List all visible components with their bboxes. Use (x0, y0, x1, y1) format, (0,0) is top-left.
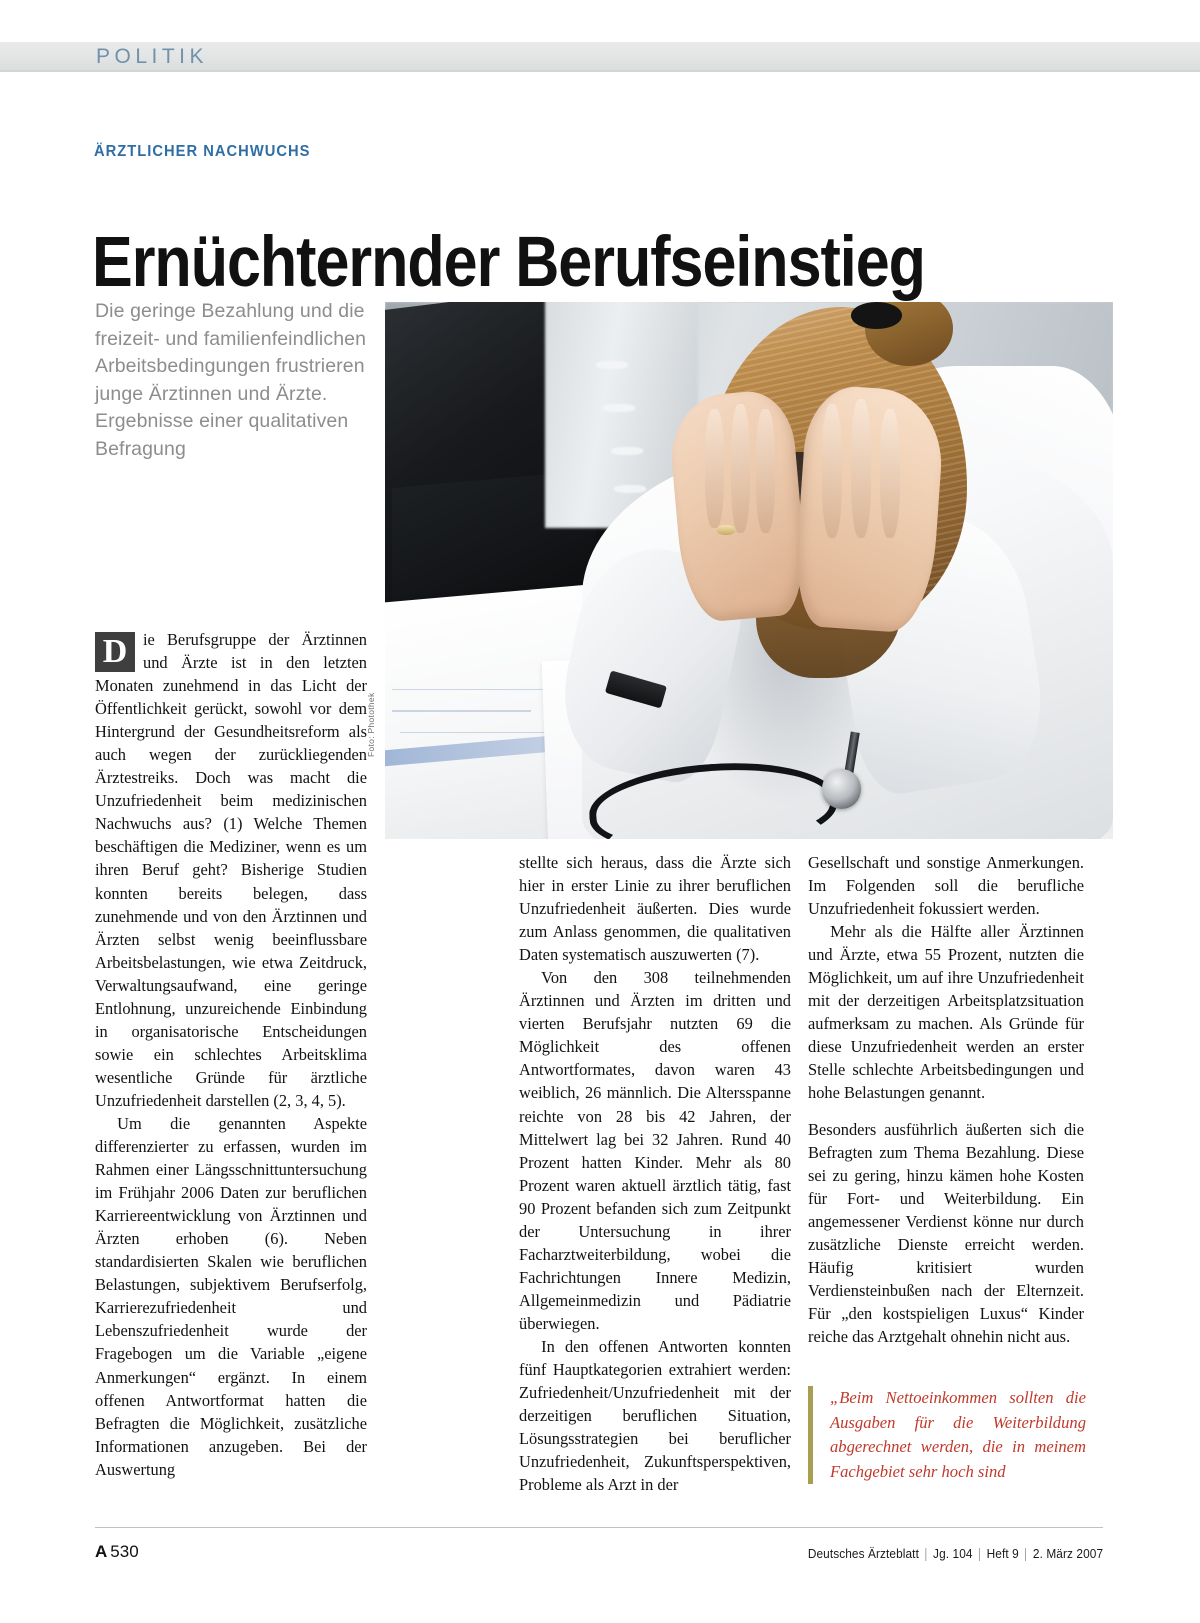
paragraph-text: stellte sich heraus, dass die Ärzte sich hier in erster Linie zu ihrer beruflichen Unzufriedenheit äußerten. Dies wurde zum Anlass genommen, die qualitativen Daten systematisch auszuwerten (7). (519, 853, 791, 965)
paragraph-text: ie Berufsgruppe der Ärztinnen und Ärzte ist in den letzten Monaten zunehmend in das Licht der Öffentlichkeit gerückt, sowohl vor dem Hintergrund der Gesundheitsreform als auch wegen der zurückliegenden Ärztestreiks. Doch was macht die Unzufriedenheit beim medizinischen Nachwuchs aus? (1) Welche Themen beschäftigen die Mediziner, wenn es um ihren Beruf geht? Bisherige Studien konnten bereits belegen, dass zunehmende und von den Ärztinnen und Ärzten selbst wenig beeinflussbare Arbeitsbelastungen, wie etwa Zeitdruck, Verwaltungsaufwand, eine geringe Entlohnung, unzureichende Einbindung in organisatorische Entscheidungen sowie ein schlechtes Arbeitsklima wesentliche Gründe für ärztliche Unzufriedenheit darstellen (2, 3, 4, 5). (95, 630, 367, 1110)
photo-paper-line (392, 710, 530, 712)
photo-finger (851, 399, 871, 539)
photo-hair-tie (851, 302, 902, 329)
section-rubric: POLITIK (96, 45, 209, 68)
paragraph-text: Gesellschaft und sonstige Anmerkungen. Im Folgenden soll die berufliche Unzufriedenheit fokussiert werden. (808, 853, 1084, 919)
page-title: Ernüchternder Berufseinstieg (92, 222, 925, 302)
paragraph (808, 851, 1084, 920)
paragraph (808, 1118, 1084, 1348)
footer-imprint (808, 1547, 1103, 1561)
article-photo (385, 302, 1113, 839)
paragraph (95, 628, 367, 1112)
paragraph (95, 1112, 367, 1481)
paragraph (519, 851, 791, 966)
photo-cabinet-handle (603, 404, 635, 412)
drop-cap: D (95, 632, 135, 672)
body-column-3 (808, 851, 1084, 1348)
photo-finger (705, 409, 724, 527)
folio-number: 530 (110, 1542, 139, 1561)
photo-wedding-ring (717, 525, 735, 535)
imprint-separator (925, 1548, 926, 1561)
paragraph-text: Von den 308 teilnehmenden Ärztinnen und Ärzten im dritten und vierten Berufsjahr nutzten 69 die Möglichkeit des offenen Antwortformates, davon waren 43 weiblich, 26 männlich. Die Altersspanne reichte von 28 bis 42 Jahren, der Mittelwert lag bei 32 Jahren. Rund 40 Prozent hatten Kinder. Mehr als 80 Prozent waren aktuell ärztlich tätig, fast 90 Prozent befanden sich zum Zeitpunkt der Untersuchung in ihrer Facharztweiterbildung, wobei die Fachrichtungen Innere Medizin, Allgemeinmedizin und Pädiatrie überwiegen. (519, 968, 791, 1333)
paragraph-text: Besonders ausführlich äußerten sich die Befragten zum Thema Bezahlung. Diese sei zu gering, hinzu kämen hohe Kosten für Fort- und Weiterbildung. Ein angemessener Verdienst könne nur durch zusätzliche Dienste erreicht werden. Häufig kritisiert wurden Verdiensteinbußen nach der Elternzeit. Für „den kostspieligen Luxus“ Kinder reiche das Arztgehalt ohnehin nicht aus. (808, 1119, 1084, 1346)
article-kicker: ÄRZTLICHER NACHWUCHS (94, 143, 311, 160)
paragraph-text: In den offenen Antworten konnten fünf Hauptkategorien extrahiert werden: Zufriedenheit/Unzufriedenheit mit der derzeitigen beruflichen Situation, Lösungsstrategien bei beruflicher Unzufriedenheit, Zukunftsperspektiven, Probleme als Arzt in der (519, 1336, 791, 1495)
body-column-2 (519, 851, 791, 1496)
paragraph (808, 920, 1084, 1104)
folio-prefix: A (95, 1542, 108, 1561)
photo-cabinet-handle (614, 485, 646, 493)
imprint-date: 2. März 2007 (1032, 1547, 1103, 1561)
footer-rule (95, 1527, 1103, 1528)
photo-paper-line (392, 689, 552, 691)
running-head-rule (0, 70, 1200, 72)
photo-paper-line (400, 732, 553, 734)
photo-illustration (385, 302, 1113, 839)
photo-finger (756, 409, 775, 533)
article-lead: Die geringe Bezahlung und die freizeit- und familienfeindlichen Arbeitsbedingungen frustrieren junge Ärztinnen und Ärzte. Ergebnisse einer qualitativen Befragung (95, 300, 367, 460)
pull-quote-text: „Beim Nettoeinkommen sollten die Ausgaben für die Weiterbildung abgerechnet werden, die in meinem Fachgebiet sehr hoch sind (830, 1388, 1086, 1481)
paragraph (519, 1335, 791, 1496)
imprint-volume: Jg. 104 (932, 1547, 973, 1561)
paragraph-text: Mehr als die Hälfte aller Ärztinnen und Ärzte, etwa 55 Prozent, nutzten die Möglichkeit, um auf ihre Unzufriedenheit mit der derzeitigen Arbeitsplatzsituation aufmerksam zu machen. Als Gründe für diese Unzufriedenheit werden an erster Stelle schlechte Arbeitsbedingungen und hohe Belastungen genannt. (808, 922, 1084, 1103)
pull-quote (808, 1386, 1086, 1484)
imprint-issue: Heft 9 (986, 1547, 1019, 1561)
photo-stethoscope-head (822, 769, 861, 809)
imprint-separator (1025, 1548, 1026, 1561)
imprint-publication: Deutsches Ärzteblatt (807, 1547, 919, 1561)
photo-finger (880, 409, 900, 538)
page-folio (95, 1542, 139, 1562)
body-column-1 (95, 628, 367, 1481)
paragraph (519, 966, 791, 1335)
photo-cabinet-handle (611, 447, 643, 455)
photo-finger (731, 404, 750, 533)
imprint-separator (979, 1548, 980, 1561)
photo-finger (822, 404, 842, 538)
paragraph-text: Um die genannten Aspekte differenzierter zu erfassen, wurden im Rahmen einer Längsschnittuntersuchung im Frühjahr 2006 Daten zur beruflichen Karriereentwicklung von Ärztinnen und Ärzten erhoben (6). Neben standardisierten Skalen wie beruflichen Belastungen, subjektivem Berufserfolg, Karrierezufriedenheit und Lebenszufriedenheit wurde der Fragebogen um die Variable „eigene Anmerkungen“ ergänzt. In einem offenen Antwortformat hatten die Befragten die Möglichkeit, zusätzliche Informationen anzugeben. Bei der Auswertung (95, 1113, 367, 1479)
photo-credit: Foto: Photothek (366, 692, 376, 757)
photo-cabinet-handle (596, 361, 628, 369)
